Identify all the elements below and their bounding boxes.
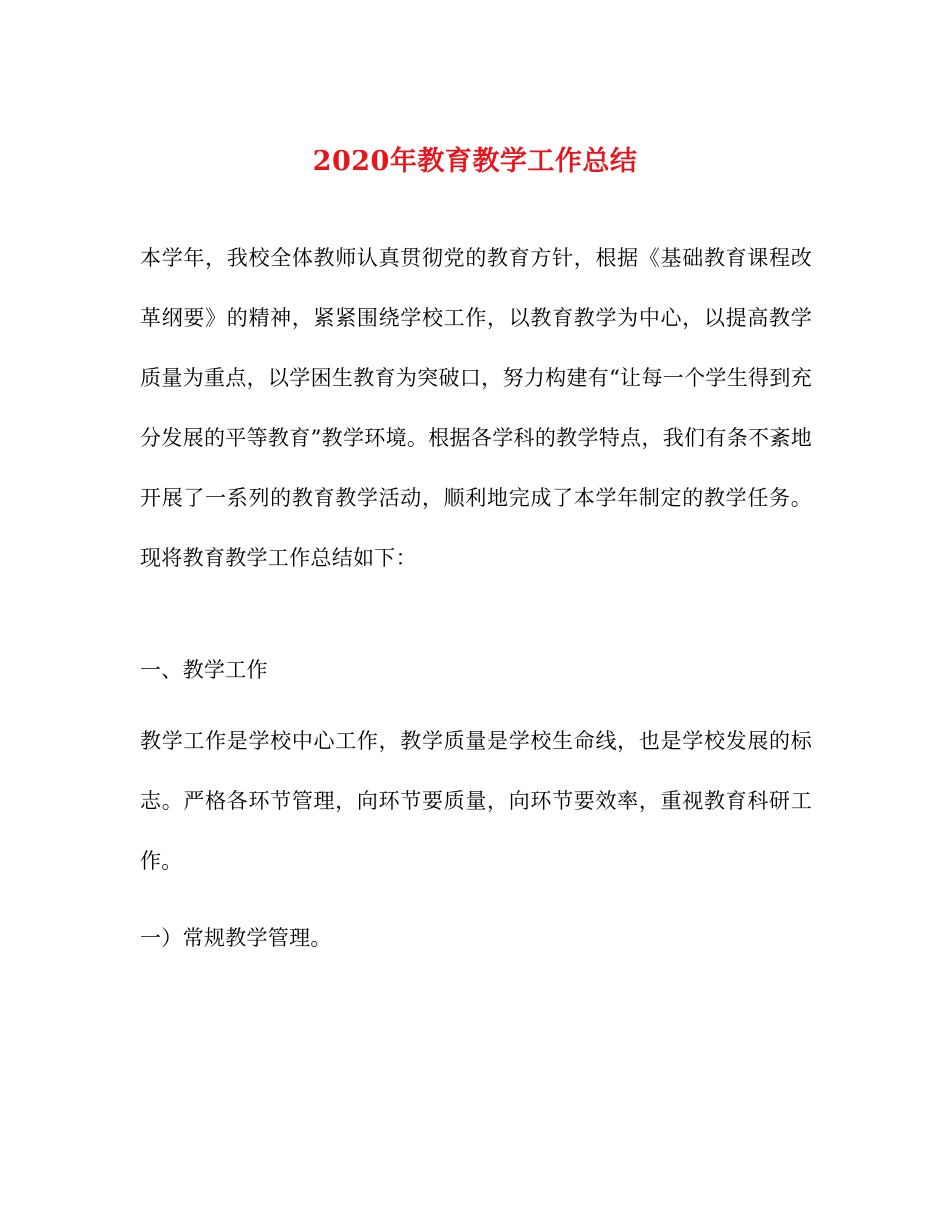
document-title: 2020年教育教学工作总结 (312, 146, 638, 177)
section-heading: 一、教学工作 (140, 658, 268, 682)
subsection-heading: 一）常规教学管理。 (140, 926, 332, 950)
teaching-paragraph: 教学工作是学校中心工作，教学质量是学校生命线，也是学校发展的标志。严格各环节管理，向环节要质量，向环节要效率，重视教育科研工作。 (140, 729, 812, 873)
intro-paragraph: 本学年，我校全体教师认真贯彻党的教育方针，根据《基础教育课程改革纲要》的精神，紧紧围绕学校工作，以教育教学为中心，以提高教学质量为重点，以学困生教育为突破口，努力构建有“让每一个学生得到充分发展的平等教育”教学环境。根据各学科的教学特点，我们有条不紊地开展了一系列的教育教学活动，顺利地完成了本学年制定的教学任务。现将教育教学工作总结如下： (140, 246, 812, 570)
